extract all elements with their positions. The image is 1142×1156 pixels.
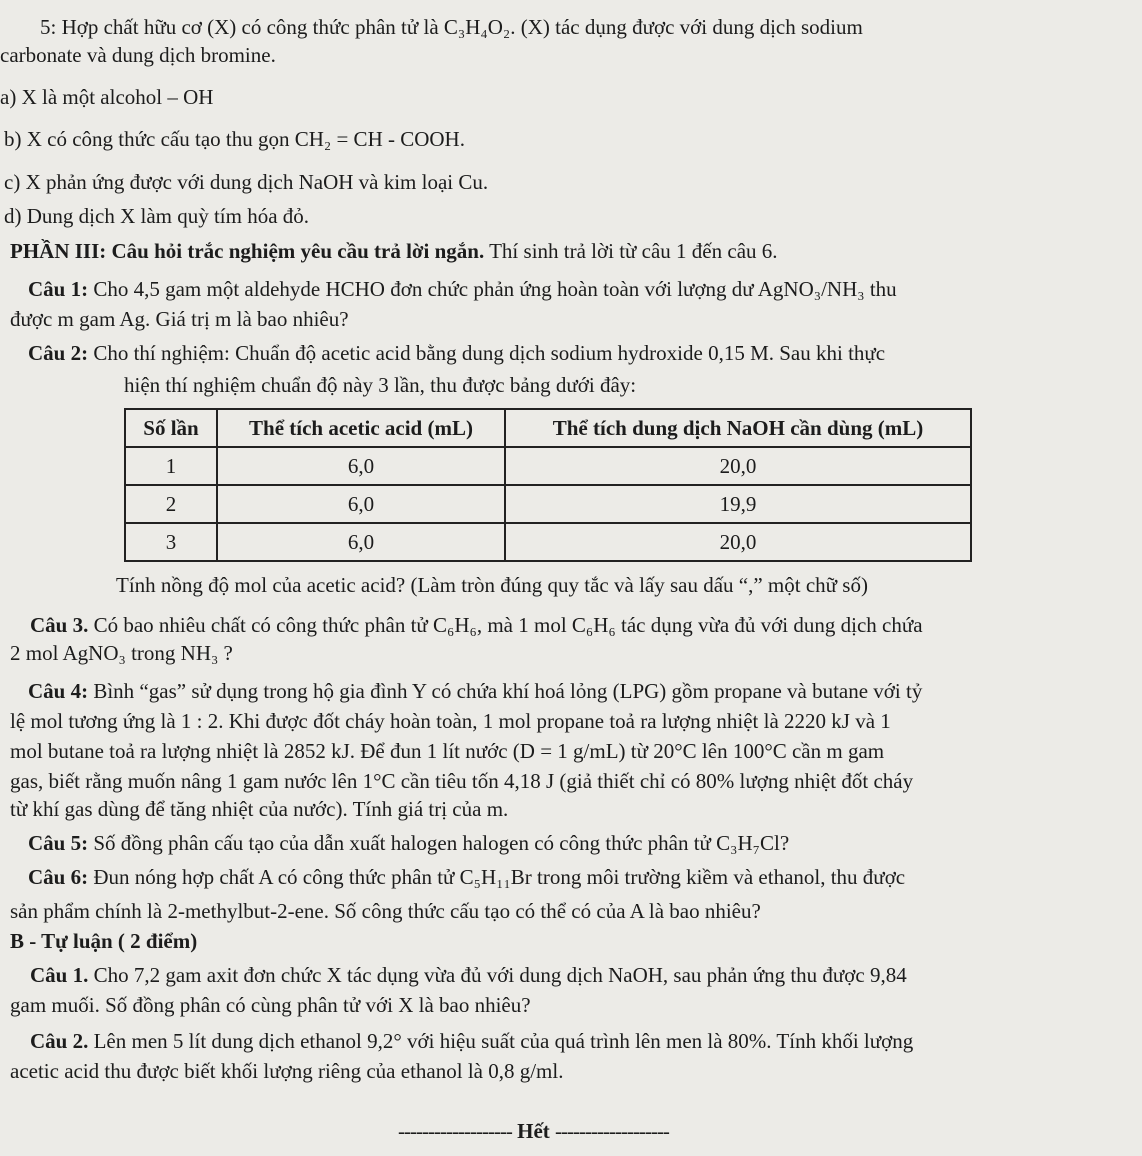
partB-question-2-line-1 — [30, 1028, 913, 1054]
titration-table — [124, 408, 972, 562]
p3-question-1-line-1 — [28, 276, 897, 302]
partB-question-1-line-2: gam muối. Số đồng phân có cùng phân tử với X là bao nhiêu? — [10, 993, 531, 1017]
p3-question-2-line-3: Tính nồng độ mol của acetic acid? (Làm tròn đúng quy tắc và lấy sau dấu “,” một chữ số) — [116, 573, 868, 597]
option-d: d) Dung dịch X làm quỳ tím hóa đỏ. — [4, 204, 310, 228]
table-row — [125, 447, 971, 485]
p3-q5-text: Số đồng phân cấu tạo của dẫn xuất halogen halogen có công thức phân tử C₃H₇Cl? — [88, 831, 790, 855]
table-cell: 6,0 — [217, 485, 505, 523]
table-row — [125, 485, 971, 523]
pB-q1-label: Câu 1. — [30, 963, 89, 987]
p3-question-4-line-3: mol butane toả ra lượng nhiệt là 2852 kJ. Để đun 1 lít nước (D = 1 g/mL) từ 20°C lên 100°C cần m gam — [10, 739, 885, 763]
footer-end-label: Hết — [517, 1119, 550, 1143]
pB-q2-label: Câu 2. — [30, 1029, 89, 1053]
table-cell: 19,9 — [505, 485, 971, 523]
p3-q6-label: Câu 6: — [28, 865, 89, 889]
table-cell: 1 — [125, 447, 217, 485]
partB-question-2-line-2: acetic acid thu được biết khối lượng riêng của ethanol là 0,8 g/ml. — [10, 1059, 564, 1083]
table-header-cell: Thể tích dung dịch NaOH cần dùng (mL) — [505, 409, 971, 447]
p3-question-2-line-2: hiện thí nghiệm chuẩn độ này 3 lần, thu được bảng dưới đây: — [124, 373, 637, 397]
p3-question-6-line-2: sản phẩm chính là 2-methylbut-2-ene. Số công thức cấu tạo có thể có của A là bao nhiêu? — [10, 899, 761, 923]
table-cell: 20,0 — [505, 523, 971, 561]
p3-question-4-line-1 — [28, 678, 922, 704]
option-c: c) X phản ứng được với dung dịch NaOH và kim loại Cu. — [4, 170, 489, 194]
p3-question-2-line-1 — [28, 340, 885, 366]
p3-question-5-line-1 — [28, 830, 789, 856]
table-cell: 6,0 — [217, 447, 505, 485]
pB-q1-text: Cho 7,2 gam axit đơn chức X tác dụng vừa đủ với dung dịch NaOH, sau phản ứng thu được 9,84 — [88, 963, 907, 987]
table-cell: 3 — [125, 523, 217, 561]
table-cell: 2 — [125, 485, 217, 523]
p3-q2-text: Cho thí nghiệm: Chuẩn độ acetic acid bằng dung dịch sodium hydroxide 0,15 M. Sau khi thực — [88, 341, 886, 365]
p3-question-6-line-1 — [28, 864, 905, 890]
p3-question-4-line-4: gas, biết rằng muốn nâng 1 gam nước lên 1°C cần tiêu tốn 4,18 J (giả thiết chỉ có 80% lượng nhiệt đốt cháy — [10, 769, 914, 793]
p3-question-4-line-2: lệ mol tương ứng là 1 : 2. Khi được đốt cháy hoàn toàn, 1 mol propane toả ra lượng nhiệt là 2220 kJ và 1 — [10, 709, 891, 733]
p3-q5-label: Câu 5: — [28, 831, 89, 855]
p3-question-3-line-2: 2 mol AgNO₃ trong NH₃ ? — [10, 641, 233, 665]
p3-question-3-line-1 — [30, 612, 923, 638]
option-b: b) X có công thức cấu tạo thu gọn CH₂ = CH - COOH. — [4, 127, 465, 151]
part3-heading — [10, 238, 778, 264]
table-cell: 20,0 — [505, 447, 971, 485]
p3-q1-label: Câu 1: — [28, 277, 89, 301]
partB-title-text: B - Tự luận ( 2 điểm) — [10, 929, 198, 953]
p3-q3-label: Câu 3. — [30, 613, 89, 637]
p3-q4-text: Bình “gas” sử dụng trong hộ gia đình Y có chứa khí hoá lỏng (LPG) gồm propane và butane với tỷ — [88, 679, 923, 703]
option-a: a) X là một alcohol – OH — [0, 85, 214, 109]
table-header-row — [125, 409, 971, 447]
part3-title: PHẦN III: Câu hỏi trắc nghiệm yêu cầu trả lời ngắn. — [10, 239, 485, 263]
table-header-cell: Thể tích acetic acid (mL) — [217, 409, 505, 447]
footer-left-dashes: ------------------- — [398, 1119, 512, 1143]
p3-question-4-line-5: từ khí gas dùng để tăng nhiệt của nước). Tính giá trị của m. — [10, 797, 509, 821]
table-row — [125, 523, 971, 561]
table-cell: 6,0 — [217, 523, 505, 561]
footer-right-dashes: ------------------- — [555, 1119, 669, 1143]
question-5-line-1: 5: Hợp chất hữu cơ (X) có công thức phân tử là C₃H₄O₂. (X) tác dụng được với dung dịch sodium — [40, 15, 863, 39]
partB-title — [10, 928, 197, 954]
question-5-line-2: carbonate và dung dịch bromine. — [0, 43, 276, 67]
p3-q1-text: Cho 4,5 gam một aldehyde HCHO đơn chức phản ứng hoàn toàn với lượng dư AgNO₃/NH₃ thu — [88, 277, 897, 301]
pB-q2-text: Lên men 5 lít dung dịch ethanol 9,2° với hiệu suất của quá trình lên men là 80%. Tính khối lượng — [88, 1029, 914, 1053]
part3-title-rest: Thí sinh trả lời từ câu 1 đến câu 6. — [484, 239, 778, 263]
partB-question-1-line-1 — [30, 962, 907, 988]
p3-question-1-line-2: được m gam Ag. Giá trị m là bao nhiêu? — [10, 307, 349, 331]
p3-q3-text: Có bao nhiêu chất có công thức phân tử C₆H₆, mà 1 mol C₆H₆ tác dụng vừa đủ với dung dịch chứa — [88, 613, 923, 637]
p3-q4-label: Câu 4: — [28, 679, 89, 703]
table-header-cell: Số lần — [125, 409, 217, 447]
p3-q2-label: Câu 2: — [28, 341, 89, 365]
end-footer — [398, 1118, 669, 1144]
p3-q6-text: Đun nóng hợp chất A có công thức phân tử C₅H₁₁Br trong môi trường kiềm và ethanol, thu được — [88, 865, 906, 889]
